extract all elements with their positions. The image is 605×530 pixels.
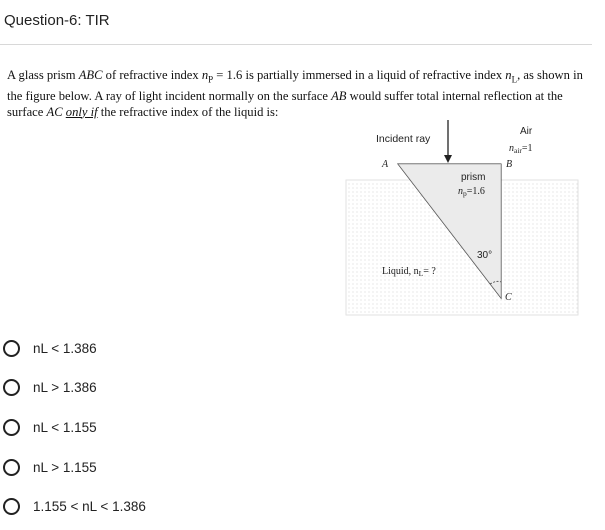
vertex-c-label: C bbox=[505, 292, 512, 303]
title-divider bbox=[0, 44, 592, 45]
liquid-subscript: L bbox=[418, 269, 424, 278]
option-label: nL < 1.155 bbox=[33, 419, 97, 435]
question-text-part: would suffer total internal reflection at the surface bbox=[7, 88, 563, 119]
radio-button[interactable] bbox=[3, 459, 20, 476]
n-air-label bbox=[509, 143, 533, 155]
question-text-part: the refractive index of the liquid is: bbox=[97, 104, 279, 119]
prism-index-label bbox=[458, 186, 485, 198]
radio-button[interactable] bbox=[3, 379, 20, 396]
incident-ray-arrowhead bbox=[444, 155, 452, 163]
prism-n-subscript: p bbox=[463, 189, 467, 198]
incident-ray-label: Incident ray bbox=[376, 133, 431, 145]
question-text-part: of refractive index bbox=[102, 68, 202, 82]
n-air-symbol: n bbox=[509, 143, 514, 154]
liquid-label-text: Liquid, n bbox=[382, 266, 419, 277]
option-1[interactable] bbox=[3, 336, 203, 360]
liquid-value: = ? bbox=[423, 266, 436, 277]
prism-n-symbol: n bbox=[458, 186, 463, 197]
n-air-subscript: air bbox=[514, 146, 522, 155]
only-if-emphasis: only if bbox=[65, 104, 98, 119]
option-label: nL > 1.386 bbox=[33, 379, 97, 395]
nl-subscript: L bbox=[511, 74, 518, 85]
option-3[interactable] bbox=[3, 415, 203, 439]
prism-n-value: =1.6 bbox=[466, 186, 485, 197]
np-subscript: P bbox=[208, 74, 214, 85]
question-text-part: , as shown in the figure below. A ray of light incident normally on the surface bbox=[7, 68, 583, 103]
np-symbol: n bbox=[201, 68, 209, 82]
option-label: 1.155 < nL < 1.386 bbox=[33, 498, 146, 514]
radio-button[interactable] bbox=[3, 340, 20, 357]
surface-ab: AB bbox=[331, 88, 347, 103]
prism-name: ABC bbox=[78, 68, 103, 82]
question-title: Question-6: TIR bbox=[4, 12, 110, 29]
n-air-value: =1 bbox=[521, 143, 533, 154]
option-label: nL < 1.386 bbox=[33, 340, 97, 356]
vertex-a-label: A bbox=[382, 159, 389, 170]
question-text bbox=[7, 67, 592, 120]
air-label: Air bbox=[520, 126, 533, 137]
surface-ac: AC bbox=[46, 104, 63, 119]
vertex-b-label: B bbox=[506, 159, 513, 170]
radio-button[interactable] bbox=[3, 498, 20, 515]
question-text-part: A glass prism bbox=[7, 68, 79, 82]
angle-label: 30° bbox=[477, 250, 493, 261]
option-4[interactable] bbox=[3, 455, 203, 479]
option-2[interactable] bbox=[3, 375, 203, 399]
radio-button[interactable] bbox=[3, 419, 20, 436]
option-5[interactable] bbox=[3, 494, 203, 518]
liquid-label bbox=[382, 266, 436, 278]
prism-label: prism bbox=[461, 172, 486, 183]
option-label: nL > 1.155 bbox=[33, 459, 97, 475]
nl-symbol: n bbox=[505, 68, 512, 82]
prism-figure bbox=[340, 115, 590, 325]
question-text-part: = 1.6 is partially immersed in a liquid of refractive index bbox=[213, 68, 506, 82]
